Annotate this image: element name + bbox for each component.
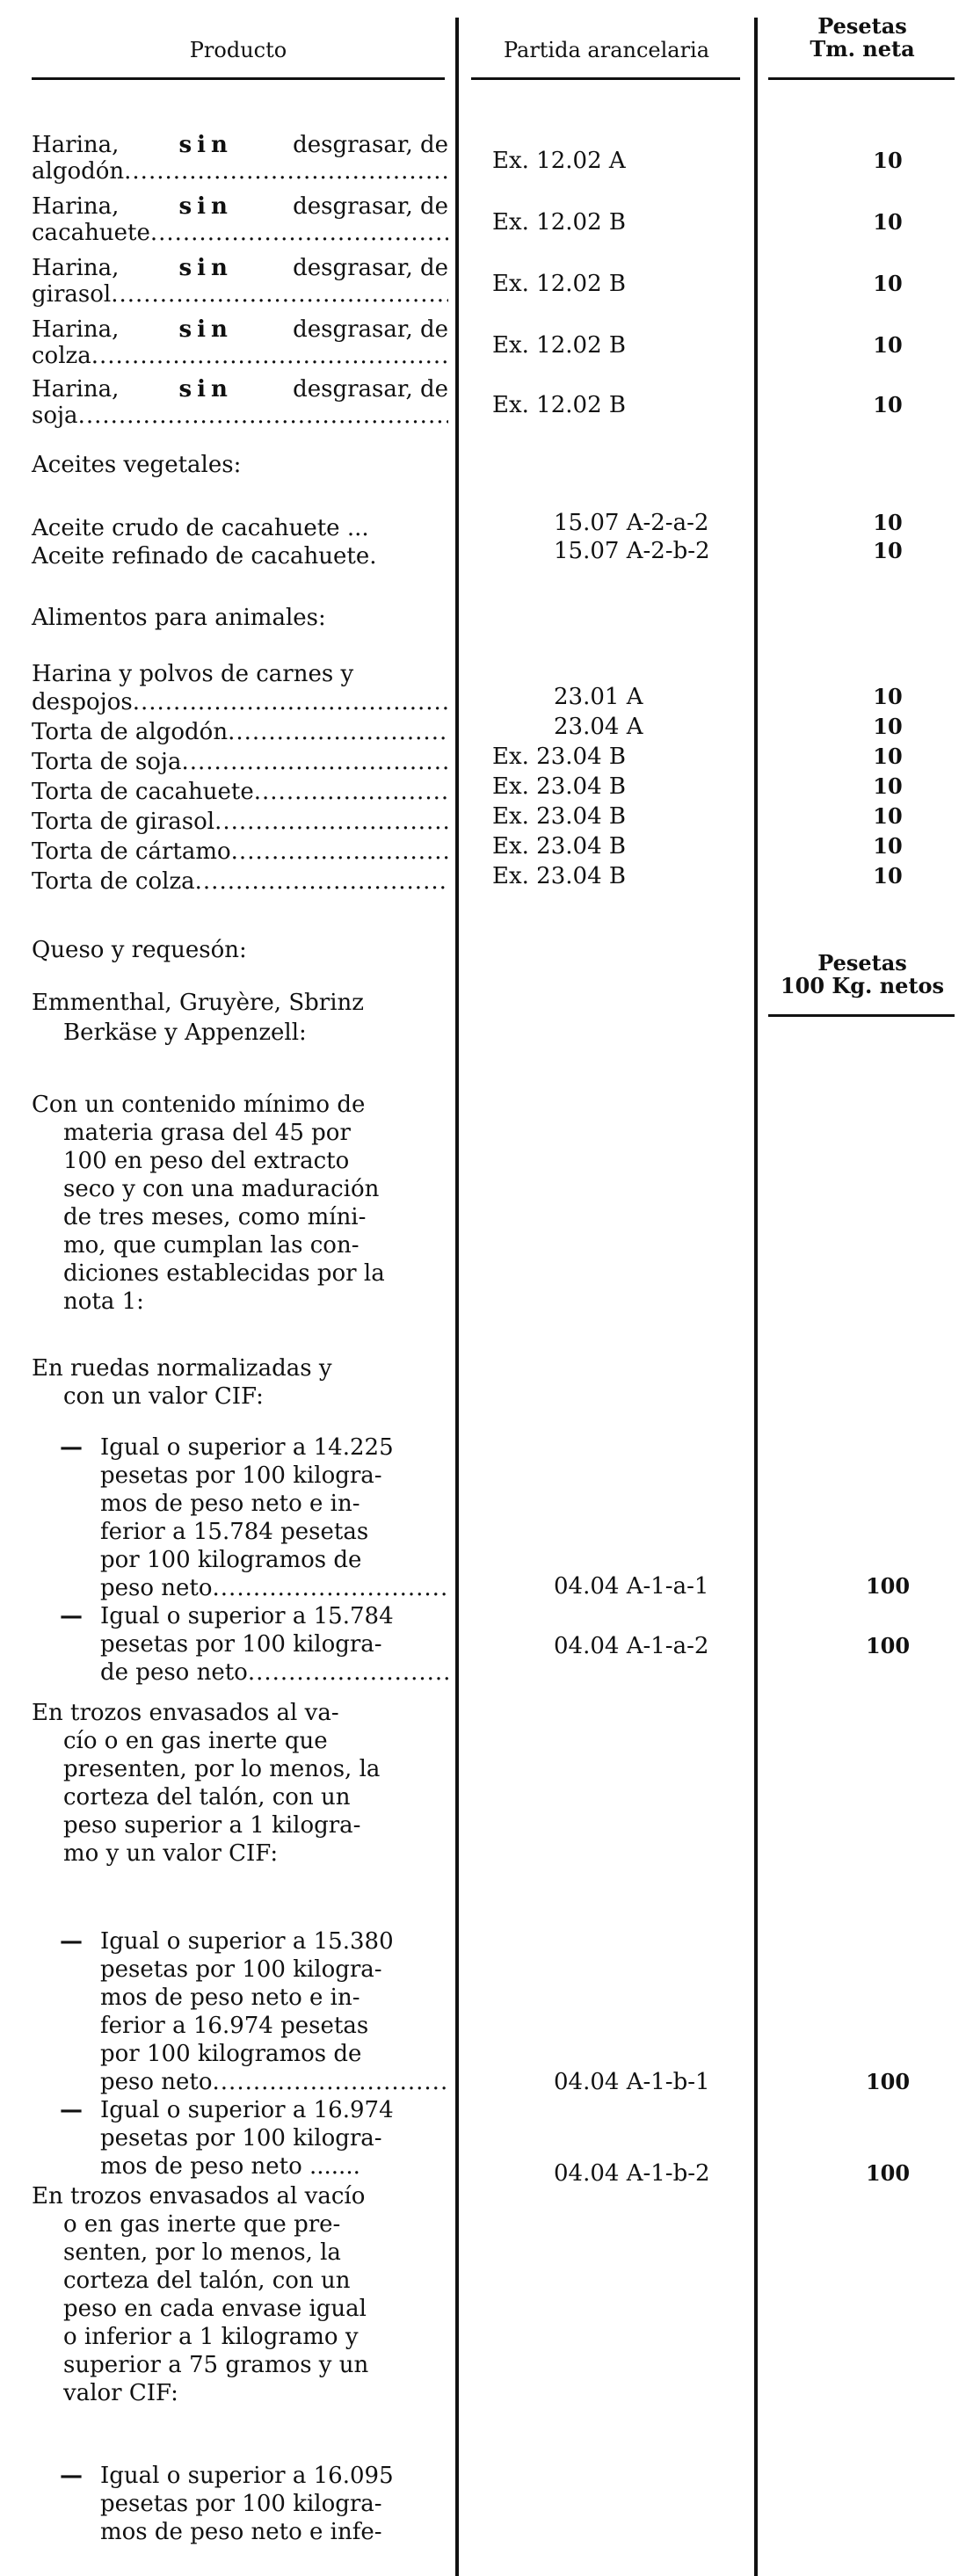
trozos2-line: senten, por lo menos, la [63,2239,341,2266]
harina-sin: sin [178,193,233,220]
aceite-label: Aceite refinado de cacahuete. [32,543,377,570]
alimento-entry-label: Torta de girasol [32,809,215,835]
harina-line1 [32,315,448,345]
t1-line: ferior a 16.974 pesetas [100,2013,369,2039]
harina-desgrasar: desgrasar, de [293,255,448,281]
harina-sin: sin [178,376,233,403]
trozos1-line: corteza del talón, con un [63,1784,351,1810]
trozos1-line: peso superior a 1 kilogra- [63,1812,361,1839]
harina-product [32,156,448,186]
harina-product-line [32,341,448,371]
cond-line: 100 en peso del extracto [63,1148,350,1174]
trozos1-line: presenten, por lo menos, la [63,1756,381,1782]
dash-icon: — [60,1603,83,1629]
trozos2-line: corteza del talón, con un [63,2268,351,2294]
t1-last-label: peso neto [100,2069,213,2095]
trozos2-line: En trozos envasados al vacío [32,2183,366,2210]
t1-last [100,2067,448,2097]
harina-line1 [32,374,448,404]
harina-product-label: algodón [32,158,125,185]
alimento-entry-label: Torta de cártamo [32,838,231,865]
alimento-value: 10 [873,684,903,709]
harina-product-line [32,401,448,431]
r2-last-line [100,1658,448,1687]
header-rule-producto [32,77,445,80]
alimento-entry-leader [214,807,448,837]
r1-last-label: peso neto [100,1575,213,1601]
aceite-code: 15.07 A-2-a-2 [554,510,709,536]
t2-line: pesetas por 100 kilogra- [100,2125,382,2152]
alimento-entry-line [32,717,448,747]
header-rule-pesetas [768,77,955,80]
alimento-entry-leader [181,747,448,777]
harina-sin: sin [178,132,233,158]
aceite-label: Aceite crudo de cacahuete ... [32,515,369,541]
aceite-value: 10 [873,538,903,563]
dash-icon: — [60,1434,83,1461]
t1-last-line [100,2067,448,2097]
harina-sin: sin [178,255,233,281]
alimento-code: Ex. 23.04 B [492,744,626,770]
trozos2-line: superior a 75 gramos y un [63,2352,369,2378]
alimento-entry-label: despojos [32,689,133,715]
harina-product-line [32,156,448,186]
alimento-entry-leader [228,717,448,747]
cond-line: nota 1: [63,1288,144,1315]
harina-code: Ex. 12.02 B [492,392,626,418]
t1-line: por 100 kilogramos de [100,2041,362,2067]
cond-line: Con un contenido mínimo de [32,1092,366,1118]
cond-line: diciones establecidas por la [63,1260,385,1287]
alimento-value: 10 [873,773,903,799]
harina-product [32,401,448,431]
harina-word: Harina, [32,316,120,343]
alimento-entry [32,837,448,867]
cond-line: mo, que cumplan las con- [63,1232,360,1259]
harina-value: 10 [873,332,903,358]
harina-line1 [32,253,448,283]
alimento-code: Ex. 23.04 B [492,803,626,830]
harina-product [32,279,448,309]
harina-word: Harina, [32,376,120,403]
trozos1-line: mo y un valor CIF: [63,1840,279,1867]
harina-product [32,218,448,248]
t2-last: mos de peso neto ....... [100,2153,360,2180]
alimento-value: 10 [873,863,903,889]
queso-varieties-line2: Berkäse y Appenzell: [63,1020,307,1046]
alimento-entry [32,747,448,777]
r2-last-leader [248,1658,448,1687]
harina-code: Ex. 12.02 B [492,271,626,297]
harina-value: 10 [873,148,903,173]
harina-word: Harina, [32,255,120,281]
dash-icon: — [60,2097,83,2123]
trozos2-line: peso en cada envase igual [63,2296,367,2322]
header-pesetas-1: Pesetas [817,13,907,39]
r2-last [100,1658,448,1687]
aceite-value: 10 [873,510,903,535]
harina-product [32,341,448,371]
trozos2-line: valor CIF: [63,2380,178,2406]
harina-code: Ex. 12.02 A [492,148,626,174]
ruedas-line: con un valor CIF: [63,1383,264,1410]
alimento-code: Ex. 23.04 B [492,833,626,860]
header-rule-partida [471,77,740,80]
alimento-entry-line [32,867,448,896]
t1-value: 100 [865,2069,911,2094]
alimento-code: Ex. 23.04 B [492,773,626,800]
column-divider-1 [455,18,459,2576]
ruedas-line: En ruedas normalizadas y [32,1355,332,1382]
harina-product-leader [124,156,448,186]
trozos2-line: o en gas inerte que pre- [63,2211,341,2238]
alimento-entry-leader [195,867,448,896]
dash-icon: — [60,1928,83,1955]
aceite-code: 15.07 A-2-b-2 [554,538,710,564]
harina-desgrasar: desgrasar, de [293,376,448,403]
trozos2-line: o inferior a 1 kilogramo y [63,2324,359,2350]
alimento-entry-label: Torta de soja [32,749,182,775]
t1-last-leader [213,2067,448,2097]
trozos1-line: En trozos envasados al va- [32,1700,339,1726]
harina-product-leader [91,341,448,371]
alimento-entry-line [32,777,448,807]
alimentos-harina-line1: Harina y polvos de carnes y [32,661,354,687]
harina-product-label: girasol [32,281,112,308]
t1-line: pesetas por 100 kilogra- [100,1956,382,1983]
alimento-entry [32,687,448,717]
dash-icon: — [60,2463,83,2489]
r2-last-label: de peso neto [100,1659,248,1686]
r1-line: Igual o superior a 14.225 [100,1434,394,1461]
alimento-entry-label: Torta de colza [32,868,195,895]
harina-line1 [32,130,448,160]
alimento-value: 10 [873,714,903,739]
alimento-entry-leader [231,837,448,867]
alimento-code: Ex. 23.04 B [492,863,626,889]
harina-product-leader [111,279,448,309]
r2-line: pesetas por 100 kilogra- [100,1631,382,1658]
harina-product-label: colza [32,343,91,369]
alimento-entry-label: Torta de algodón [32,719,229,745]
t2-value: 100 [865,2160,911,2186]
r1-line: ferior a 15.784 pesetas [100,1519,369,1545]
alimento-value: 10 [873,744,903,769]
t1-line: mos de peso neto e in- [100,1985,360,2011]
harina-desgrasar: desgrasar, de [293,132,448,158]
alimento-entry-label: Torta de cacahuete [32,779,254,805]
alimento-entry [32,777,448,807]
r2-value: 100 [865,1633,911,1658]
header-pesetas-2: Tm. neta [810,36,915,62]
r1-last [100,1573,448,1603]
alimento-entry-line [32,687,448,717]
harina-sin: sin [178,316,233,343]
alimento-entry-line [32,837,448,867]
column-divider-2 [754,18,758,2576]
harina-product-leader [150,218,448,248]
t1-line: Igual o superior a 15.380 [100,1928,394,1955]
queso-heading: Queso y requesón: [32,937,247,963]
t2-line: Igual o superior a 16.974 [100,2097,394,2123]
harina-product-label: soja [32,403,78,429]
r1-code: 04.04 A-1-a-1 [554,1573,709,1600]
cond-line: de tres meses, como míni- [63,1204,367,1230]
r2-code: 04.04 A-1-a-2 [554,1633,709,1659]
alimento-entry [32,867,448,896]
subheader-rule [768,1014,955,1017]
harina-desgrasar: desgrasar, de [293,193,448,220]
harina-line1 [32,192,448,221]
subheader-pesetas-2: 100 Kg. netos [780,973,945,998]
r1-last-leader [213,1573,448,1603]
t3-line: Igual o superior a 16.095 [100,2463,394,2489]
harina-word: Harina, [32,193,120,220]
t2-code: 04.04 A-1-b-2 [554,2160,710,2187]
alimento-value: 10 [873,833,903,859]
alimento-entry [32,717,448,747]
harina-value: 10 [873,209,903,235]
harina-product-label: cacahuete [32,220,150,246]
harina-code: Ex. 12.02 B [492,209,626,236]
harina-word: Harina, [32,132,120,158]
r1-line: pesetas por 100 kilogra- [100,1462,382,1489]
alimento-entry-leader [133,687,448,717]
r1-last-line [100,1573,448,1603]
alimento-entry-leader [254,777,448,807]
cond-line: materia grasa del 45 por [63,1120,351,1146]
subheader-pesetas-1: Pesetas [817,950,907,976]
harina-product-line [32,218,448,248]
harina-desgrasar: desgrasar, de [293,316,448,343]
r1-line: por 100 kilogramos de [100,1547,362,1573]
harina-value: 10 [873,392,903,417]
alimento-code: 23.01 A [554,684,643,710]
harina-code: Ex. 12.02 B [492,332,626,359]
r2-line: Igual o superior a 15.784 [100,1603,394,1629]
trozos1-line: cío o en gas inerte que [63,1728,328,1754]
t3-line: pesetas por 100 kilogra- [100,2491,382,2517]
harina-value: 10 [873,271,903,296]
alimentos-heading: Alimentos para animales: [32,605,326,631]
t3-line: mos de peso neto e infe- [100,2519,382,2545]
aceites-heading: Aceites vegetales: [32,452,242,478]
header-partida: Partida arancelaria [503,38,710,62]
alimento-code: 23.04 A [554,714,643,740]
cond-line: seco y con una maduración [63,1176,380,1202]
harina-product-line [32,279,448,309]
harina-product-leader [78,401,448,431]
r1-value: 100 [865,1573,911,1599]
t1-code: 04.04 A-1-b-1 [554,2069,710,2095]
header-producto: Producto [189,38,287,62]
queso-varieties-line1: Emmenthal, Gruyère, Sbrinz [32,990,364,1016]
alimento-entry [32,807,448,837]
alimento-entry-line [32,807,448,837]
alimento-value: 10 [873,803,903,829]
alimento-entry-line [32,747,448,777]
r1-line: mos de peso neto e in- [100,1491,360,1517]
